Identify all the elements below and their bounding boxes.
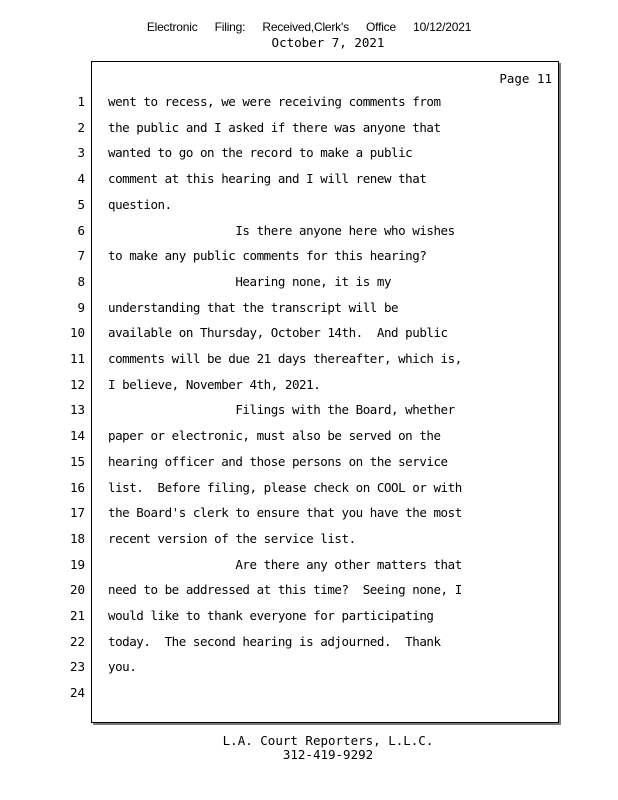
line-text: Is there anyone here who wishes (108, 222, 455, 238)
line-text: I believe, November 4th, 2021. (108, 376, 321, 392)
line-number: 15 (69, 453, 85, 469)
line-number: 5 (77, 196, 85, 212)
line-text: you. (108, 659, 137, 675)
line-number: 24 (69, 685, 85, 701)
transcript-line (0, 632, 560, 652)
line-text: question. (108, 196, 172, 212)
line-text: the Board's clerk to ensure that you have the most (108, 505, 462, 521)
line-text: to make any public comments for this hearing? (108, 248, 427, 264)
line-number: 12 (69, 376, 85, 392)
line-text: comments will be due 21 days thereafter, which is, (108, 351, 462, 366)
transcript-line (0, 272, 560, 292)
transcript-line (0, 529, 560, 549)
transcript-line (0, 118, 560, 138)
line-text: wanted to go on the record to make a public (108, 145, 413, 161)
line-text: understanding that the transcript will be (108, 299, 399, 315)
transcript-line (0, 555, 560, 575)
line-number: 19 (69, 556, 85, 572)
transcript-line (0, 195, 560, 215)
filing-word-office: Office (366, 20, 396, 34)
filing-word-filing: Filing: (214, 20, 246, 34)
line-number: 10 (69, 325, 85, 341)
line-number: 20 (69, 582, 85, 598)
line-text: would like to thank everyone for participating (108, 608, 434, 623)
line-text: available on Thursday, October 14th. And public (108, 325, 448, 341)
transcript-line (0, 400, 560, 420)
line-number: 23 (69, 659, 85, 675)
line-number: 17 (69, 505, 85, 521)
transcript-line (0, 426, 560, 446)
line-text: the public and I asked if there was anyone that (108, 119, 441, 135)
line-text: hearing officer and those persons on the service (108, 453, 448, 469)
page-number-label: Page 11 (499, 71, 552, 86)
filing-word-received: Received,Clerk's (262, 20, 349, 34)
line-number: 9 (77, 299, 85, 315)
filing-date: 10/12/2021 (413, 20, 472, 34)
transcript-line (0, 323, 560, 343)
line-text: went to recess, we were receiving comments from (108, 94, 441, 109)
transcript-line (0, 92, 560, 112)
transcript-line (0, 298, 560, 318)
line-number: 13 (69, 402, 85, 418)
line-text: Hearing none, it is my (108, 273, 392, 289)
line-text: need to be addressed at this time? Seeing none, I (108, 582, 462, 598)
line-text: paper or electronic, must also be served on the (108, 428, 441, 444)
line-number: 22 (69, 633, 85, 649)
transcript-line (0, 143, 560, 163)
transcript-line (0, 221, 560, 241)
line-text: Are there any other matters that (108, 556, 462, 572)
line-number: 3 (77, 145, 85, 161)
line-text: Filings with the Board, whether (108, 402, 455, 418)
line-text: recent version of the service list. (108, 530, 356, 546)
line-number: 18 (69, 530, 85, 546)
line-text: today. The second hearing is adjourned. Thank (108, 633, 441, 649)
line-number: 8 (77, 273, 85, 289)
court-reporter-name: L.A. Court Reporters, L.L.C. (222, 733, 434, 748)
line-number: 7 (77, 248, 85, 264)
transcript-line (0, 503, 560, 523)
line-number: 21 (69, 608, 85, 623)
line-text: list. Before filing, please check on COOL or with (108, 479, 462, 495)
line-text: comment at this hearing and I will renew that (108, 171, 427, 187)
transcript-line (0, 580, 560, 600)
transcript-line (0, 246, 560, 266)
line-number: 14 (69, 428, 85, 444)
line-number: 16 (69, 479, 85, 495)
line-number: 4 (77, 171, 85, 187)
filing-word-electronic: Electronic (146, 20, 198, 34)
line-number: 2 (77, 119, 85, 135)
transcript-line (0, 375, 560, 395)
transcript-line (0, 606, 560, 626)
transcript-line (0, 683, 560, 703)
transcript-line (0, 349, 560, 369)
court-reporter-phone: 312-419-9292 (282, 747, 374, 762)
transcript-line (0, 657, 560, 677)
transcript-line (0, 452, 560, 472)
line-number: 1 (77, 94, 85, 109)
hearing-date: October 7, 2021 (271, 35, 385, 50)
electronic-filing-stamp (0, 20, 618, 34)
transcript-line (0, 478, 560, 498)
line-number: 11 (69, 351, 85, 366)
line-number: 6 (77, 222, 85, 238)
transcript-line (0, 169, 560, 189)
